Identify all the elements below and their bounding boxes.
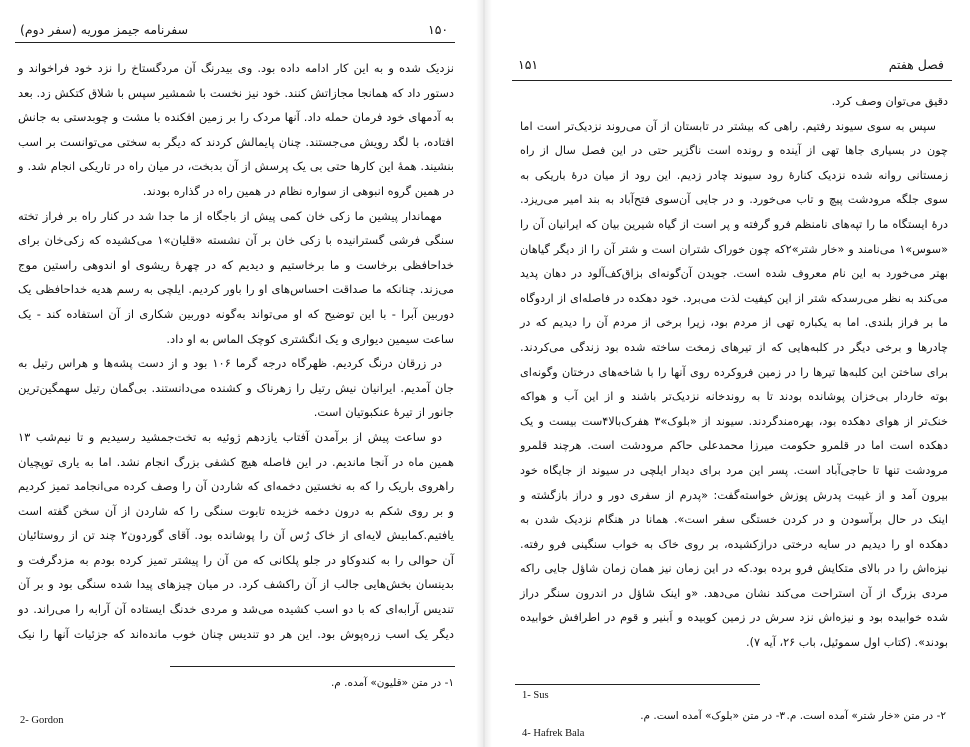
footnote-3: ۳- در متن «بلوک» آمده است. م. — [640, 710, 785, 722]
body-line: بوته خاردار بی‌خزان پوشانده بودند تا به روندخانه نزدیک‌تر باشند و از این آب و هواکه — [520, 390, 948, 404]
body-line: آن حوالی را به کندوکاو در جلو پلکانی که من آن را پیشتر تمیز کرده بودم به مزدگرفت و — [18, 552, 454, 567]
body-line: دهکده او را دیدیم در سایه درختی درازکشیده، بر روی خاک به خواب سنگینی فرو رفته. — [520, 537, 948, 551]
body-line: اینک در حال برآسودن و در کردن خستگی سفر است». همانا در هنگام نزدیک شدن به — [520, 513, 948, 527]
body-line: یافتیم.کمابیش لایه‌ای از خاک رُس آن را پوشانده بود. آقای گوردون۲ چند تن از روستائیان — [18, 528, 454, 543]
footnote-latin: 2- Gordon — [20, 715, 64, 726]
footnote-2: ۲- در متن «خار شتر» آمده است. م. — [786, 710, 946, 722]
body-line: بنشیند. همهٔ این کارها حتی بی یک پرسش از آن بدبخت، در میان راه در تاریکی انجام شد. و — [18, 159, 454, 174]
body-line: بهتر می‌خورد به این نام معروف شده است. جویدن آن‌گونه‌ای بزاق‌کف‌آلود در دهان پدید — [520, 267, 948, 281]
body-line: دوربین آبرا - با این توضیح که او می‌تواند به‌گونه دوربین شکاری از آن استفاده کند - یک — [18, 306, 454, 321]
body-line: بودند». (کتاب اول سموئیل، باب ۲۶، آیه ۷). — [746, 636, 948, 650]
body-line: در همین گروه انبوهی از سواره نظام در همین راه در گذاره بودند. — [142, 183, 454, 198]
body-line: ساعت سیمین دیواری و یک انگشتری کوچک الماس به او داد. — [166, 331, 454, 346]
body-line: می‌زند. چنانکه ما صداقت احساس‌های او را باور کردیم. ایلچی به رسم هدیه خداحافظی یک — [18, 282, 454, 297]
body-line: افتاده، با لگد رویش می‌جستند. چنان پایمالش کردند که دیگر به سختی می‌توانست بر اسب — [18, 134, 454, 149]
body-line: سنگی فرشی گسترانیده با زکی خان بر آن نشسته «قلیان»۱ می‌کشیده که زکی‌خان برای — [18, 233, 454, 248]
body-line: ما بر فراز بلندی. اما به یکباره تهی از مردم بود، زیرا برخی از مردم آن را دیدیم که در — [520, 316, 948, 330]
page-number: ۱۵۱ — [518, 57, 539, 72]
body-line: زمستانی روانه شده نزدیک کنارهٔ رود سیوند چادر زدیم. این رود از میان درهٔ باریکی به — [520, 168, 948, 182]
header-rule — [512, 80, 952, 81]
page-number: ۱۵۰ — [428, 22, 449, 37]
running-head-title: سفرنامه جیمز موریه (سفر دوم) — [20, 22, 189, 37]
chapter-title: فصل هفتم — [888, 57, 944, 72]
body-line: دو ساعت پیش از برآمدن آفتاب یازدهم ژوئیه به تخت‌جمشید رسیدیم و تا نیم‌شب ۱۳ — [18, 429, 442, 444]
body-line: جانور از تیرهٔ عنکبوتیان است. — [313, 405, 454, 420]
body-line: و بر روی شکم به درون دخمه خزیده تابوت سنگی را که شاردن از آن سخن گفته است — [18, 503, 454, 518]
body-line: مرودشت تنها تا حاجی‌آباد است. پسر این مرد برای دیدار ایلچی در سیوند از جایگاه خود — [520, 463, 948, 477]
body-line: تندیس آرابه‌ای که با دو اسب کشیده می‌شد و مردی خدنگ ایستاده آن آرابه را می‌راند. دو — [18, 602, 454, 617]
body-line: چادرها و برخی دیگر در کلبه‌هایی که از تیرهای زمخت ساخته شده بود زندگی می‌کردند. — [520, 340, 948, 354]
body-line: نزدیک شده و به این کار ادامه داده بود. وی بیدرنگ آن مردگستاخ را نزد خود فراخواند و — [18, 61, 454, 75]
body-line: مردی بزرگ از آن استراحت می‌کند نشان می‌دهد. «و اینک شاؤل در اندرون سنگر دراز — [520, 586, 948, 600]
body-line: چون در بسیاری جاها تهی از آینده و رونده است ناگزیر حتی در این فصل سال از راه — [520, 144, 948, 158]
body-line: نیزه‌اش را در بالای متکایش فرو برده بود.که در این زمان نیز همان زمان شاؤل جایی راکه — [520, 562, 948, 576]
body-line: به آدمهای خود فرمان حمله داد. آنها مردک را بر زمین افکنده با مشت و چوبدستی به جانش — [18, 110, 454, 125]
left-page — [0, 0, 478, 747]
body-line: جان آمدیم. ایرانیان نیش رتیل را زهرناک و کشنده می‌دانستند. بی‌گمان رتیل سهمگین‌ترین — [18, 380, 454, 395]
body-line: می‌کند به نظر می‌رسدکه شتر از این کیفیت لذت می‌برد. خود دهکده در فاصله‌ای از اردوگاه — [520, 291, 948, 305]
body-line: دهکده است اما در قلمرو حکومت میرزا محمدعلی حاکم مرودشت است. هرچند قلمرو — [520, 439, 948, 453]
body-text — [18, 56, 454, 646]
body-line: سپس به سوی سیوند رفتیم. راهی که بیشتر در تابستان از آن می‌روند نزدیک‌تر است اما — [520, 119, 936, 133]
body-line: دستور داد که همانجا مجازاتش کنند. خود نیز نخست با شمشیر سپس با شلاق کتکش زد. بعد — [18, 85, 454, 100]
body-line: دقیق می‌توان وصف کرد. — [831, 95, 948, 108]
body-line: مهماندار پیشین ما زکی خان کمی پیش از باجگاه از ما جدا شد در کنار راه بر فراز تخته — [18, 208, 442, 223]
right-page — [490, 0, 970, 747]
body-line: سوی جلگه مرودشت پیچ و تاب می‌خورد. و در جایی آن‌سوی فتح‌آباد به بند امیر می‌ریزد. — [520, 193, 948, 207]
footnote-latin-1: 1- Sus — [522, 690, 549, 701]
body-line: راهروی باریک را که به نخستین دخمه‌ای که شاردن آن را وصف کرده می‌انجامد تمیز کردیم — [18, 479, 454, 494]
footnote: ۱- در متن «قلیون» آمده. م. — [330, 677, 454, 689]
footnote-latin-4: 4- Hafrek Bala — [522, 728, 585, 739]
body-line: همین ماه در آنجا ماندیم. در این فاصله هیچ کشفی بزرگ انجام نشد. اما به یاری توپچیان — [18, 454, 454, 469]
body-line: در زرقان درنگ کردیم. ظهرگاه درجه گرما ۱۰۶ بود و از دست پشه‌ها و هراس رتیل به — [18, 356, 443, 371]
body-line: خداحافظی برخاست و ما برخاستیم و دیدیم که در چهرهٔ ریشوی او اندوهی راستین موج — [18, 257, 454, 272]
body-line: شده خوابیده بود و نیزه‌اش نزد سرش در زمین کوبیده و اَبنیر و قوم در اطرافش خوابیده — [520, 611, 948, 625]
body-line: بیرون آمد و از غیبت پدرش پوزش خواسته‌گفت: «پدرم از سفری دور و دراز بازگشته و — [520, 488, 948, 502]
body-line: بدینسان بخش‌هایی جالب از آن راکشف کرد. در میان چیزهای پیدا شده سنگی بود و بر آن — [18, 577, 454, 592]
body-line: دیگر یک اسب زره‌پوش بود. این هر دو تندیس چنان خوب مانده‌اند که جزئیات آنها را نیک — [18, 626, 454, 641]
footnote-divider — [515, 684, 760, 685]
body-line: درهٔ ایستگاه ما را تپه‌های نامنظم فرو گرفته و پر است از گیاه شیرین بیان که ایرانیان آن را — [520, 217, 948, 231]
body-line: «سوس»۱ می‌نامند و «خار شتر»۲که چون خوراک شتران است و شتر آن را از دیگر گیاهان — [520, 242, 948, 256]
header-rule — [15, 42, 455, 43]
body-text — [520, 90, 948, 656]
footnote-divider — [170, 666, 455, 667]
body-line: برای ساختن این کلبه‌ها تیرها را در زمین فروکرده روی آنها را با شاخه‌های درختان وگونه‌ای — [520, 365, 948, 379]
body-line: خنک‌تر از هوای دهکده بود، بهره‌مندگردند. سیوند از «بلوک»۳ هفرک‌بالا۴ست بیست و یک — [520, 414, 949, 428]
